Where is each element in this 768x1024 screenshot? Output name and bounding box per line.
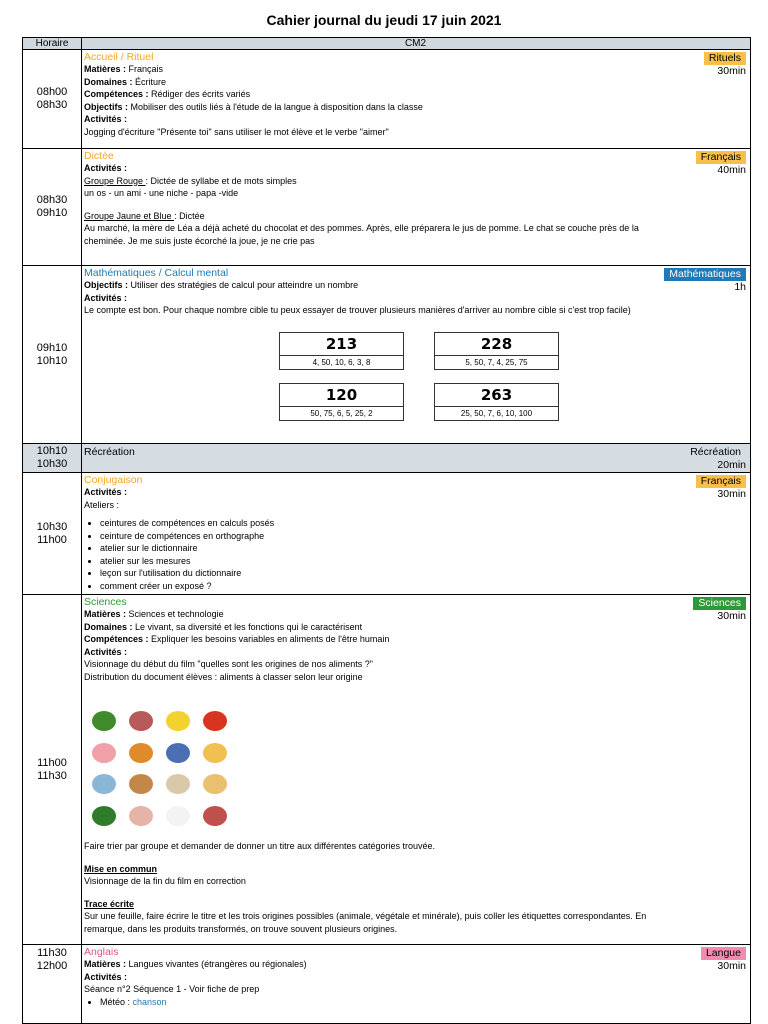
- time-cell: 10h10 10h30: [23, 444, 82, 472]
- subject-tag: Rituels: [704, 52, 746, 65]
- time-cell: 08h30 09h10: [23, 149, 82, 265]
- subject-tag: Français: [696, 475, 746, 488]
- food-picture: [124, 738, 159, 768]
- table-header: [22, 37, 751, 50]
- duration: 30min: [717, 488, 746, 500]
- duration: 20min: [717, 459, 746, 471]
- table-row: [22, 266, 751, 444]
- food-picture-shape: [166, 743, 190, 763]
- time-cell: 11h30 12h00: [23, 945, 82, 1023]
- food-picture-shape: [203, 743, 227, 763]
- row-content: [84, 445, 746, 472]
- food-picture-shape: [203, 806, 227, 826]
- food-picture-shape: [166, 806, 190, 826]
- food-picture: [161, 770, 196, 800]
- list-item: • leçon sur l'utilisation du dictionnaire: [100, 567, 746, 580]
- food-picture: [87, 770, 122, 800]
- header-class: CM2: [404, 38, 427, 49]
- subject-title: Récréation: [84, 446, 135, 458]
- food-picture: [161, 738, 196, 768]
- subject-tag: Mathématiques: [664, 268, 746, 281]
- time-cell: 08h00 08h30: [23, 50, 82, 148]
- list-item: • ceintures de compétences en calculs posés: [100, 517, 746, 530]
- row-content: Conjugaison Français 30min Activités : Ateliers : • ceintures de compétences en calculs posés • ceinture de compétences en orthographe • atelier sur le dictionnaire • atelier sur les mesures • leçon sur l'utilisation du dictionnaire • comment créer un exposé ?: [84, 474, 746, 594]
- subject-tag: Langue: [701, 947, 746, 960]
- food-picture: [161, 801, 196, 831]
- row-content: Dictée Français 40min Activités : Groupe Rouge : Dictée de syllabe et de mots simples un os - un ami - une niche - papa -vide Groupe Jaune et Blue : Dictée Au marché, la mère de Léa a déjà acheté du chocolat et des pommes. Après, elle préparera le jus de pomme. Le chat se couche près de la cheminée. Je me suis juste écorché la joue, je ne crie pas: [84, 150, 746, 246]
- table-row: [22, 473, 751, 595]
- time-cell: 10h30 11h00: [23, 473, 82, 594]
- food-picture-shape: [92, 806, 116, 826]
- food-picture: [197, 770, 232, 800]
- time-cell: 11h00 11h30: [23, 595, 82, 944]
- food-picture: [87, 738, 122, 768]
- food-picture-shape: [129, 743, 153, 763]
- subject-tag: Français: [696, 151, 746, 164]
- food-picture: [197, 738, 232, 768]
- food-picture: [124, 770, 159, 800]
- page-title: Cahier journal du jeudi 17 juin 2021: [266, 12, 502, 28]
- activity-text: Jogging d'écriture "Présente toi" sans utiliser le mot élève et le verbe "aimer": [84, 126, 389, 137]
- food-picture-shape: [166, 774, 190, 794]
- food-picture: [87, 801, 122, 831]
- subject-title: Mathématiques / Calcul mental: [84, 267, 229, 279]
- row-content: Mathématiques / Calcul mental Mathématiques 1h Objectifs : Utiliser des stratégies de calcul pour atteindre un nombre Activités : Le compte est bon. Pour chaque nombre cible tu peux essayer de trouver plusieurs manières d'arriver au nombre cible si c'est trop facile) 213 4, 50, 10, 6, 3, 8 228 5, 50, 7, 4, 25, 75 120 50, 75, 6, 5, 25, 2 263 25, 50, 7, 6, 10, 100: [84, 267, 746, 443]
- food-picture-shape: [166, 711, 190, 731]
- duration: 30min: [717, 610, 746, 622]
- food-picture-shape: [203, 711, 227, 731]
- subject-title: Anglais: [84, 946, 119, 958]
- duration: 30min: [717, 960, 746, 972]
- food-picture: [161, 706, 196, 736]
- food-picture-shape: [92, 743, 116, 763]
- list-item: • Météo : chanson: [100, 996, 746, 1009]
- food-picture-shape: [129, 806, 153, 826]
- list-item: • ceinture de compétences en orthographe: [100, 530, 746, 543]
- food-picture: [197, 706, 232, 736]
- subject-tag: Récréation: [690, 446, 741, 458]
- subject-title: Accueil / Rituel: [84, 51, 154, 63]
- food-picture-shape: [129, 774, 153, 794]
- table-row: [22, 149, 751, 266]
- list-item: • comment créer un exposé ?: [100, 580, 746, 593]
- subject-tag: Sciences: [693, 597, 746, 610]
- food-picture: [197, 801, 232, 831]
- food-picture-shape: [129, 711, 153, 731]
- duration: 1h: [734, 281, 746, 293]
- food-image-grid: [87, 706, 232, 831]
- food-picture: [124, 706, 159, 736]
- number-card: 213 4, 50, 10, 6, 3, 8: [279, 332, 404, 370]
- food-picture: [87, 706, 122, 736]
- food-picture: [124, 801, 159, 831]
- row-content: Sciences Sciences 30min Matières : Sciences et technologie Domaines : Le vivant, sa diversité et les fonctions qui le caractérisent Compétences : Expliquer les besoins variables en aliments de l'être humain Activités : Visionnage du début du film "quelles sont les origines de nos aliments ?" Distribution du document élèves : aliments à classer selon leur origine Faire trier par groupe et demander de donner un titre aux différentes catégories trouvée. Mise en commun Visionnage de la fin du film en correction Trace écrite Sur une feuille, faire écrire le titre et les trois origines possibles (animale, végétale et minérale), puis coller les étiquettes correspondantes. En remarque, dans les produits transformés, on trouve souvent plusieurs origines.: [84, 596, 746, 934]
- food-picture-shape: [203, 774, 227, 794]
- duration: 30min: [717, 65, 746, 77]
- number-card: 120 50, 75, 6, 5, 25, 2: [279, 383, 404, 421]
- atelier-list: [84, 517, 746, 592]
- list-item: • atelier sur le dictionnaire: [100, 542, 746, 555]
- table-row: [22, 444, 751, 473]
- subject-title: Conjugaison: [84, 474, 143, 486]
- subject-title: Sciences: [84, 596, 127, 608]
- food-picture-shape: [92, 774, 116, 794]
- chanson-link[interactable]: chanson: [132, 996, 167, 1007]
- number-card: 228 5, 50, 7, 4, 25, 75: [434, 332, 559, 370]
- table-row: [22, 50, 751, 149]
- time-cell: 09h10 10h10: [23, 266, 82, 443]
- food-picture-shape: [92, 711, 116, 731]
- number-card: 263 25, 50, 7, 6, 10, 100: [434, 383, 559, 421]
- duration: 40min: [717, 164, 746, 176]
- subject-title: Dictée: [84, 150, 114, 162]
- table-row: [22, 945, 751, 1024]
- table-row: [22, 595, 751, 945]
- list-item: • atelier sur les mesures: [100, 555, 746, 568]
- row-content: Accueil / Rituel Rituels 30min Matières : Français Domaines : Écriture Compétences : Rédiger des écrits variés Objectifs : Mobiliser des outils liés à l'étude de la langue à disposition dans la classe Activités : Jogging d'écriture "Présente toi" sans utiliser le mot élève et le verbe "aimer": [84, 51, 746, 137]
- row-content: Anglais Langue 30min Matières : Langues vivantes (étrangères ou régionales) Activités : Séance n°2 Séquence 1 - Voir fiche de prep • Météo : chanson: [84, 946, 746, 1023]
- header-horaire: Horaire: [23, 38, 82, 49]
